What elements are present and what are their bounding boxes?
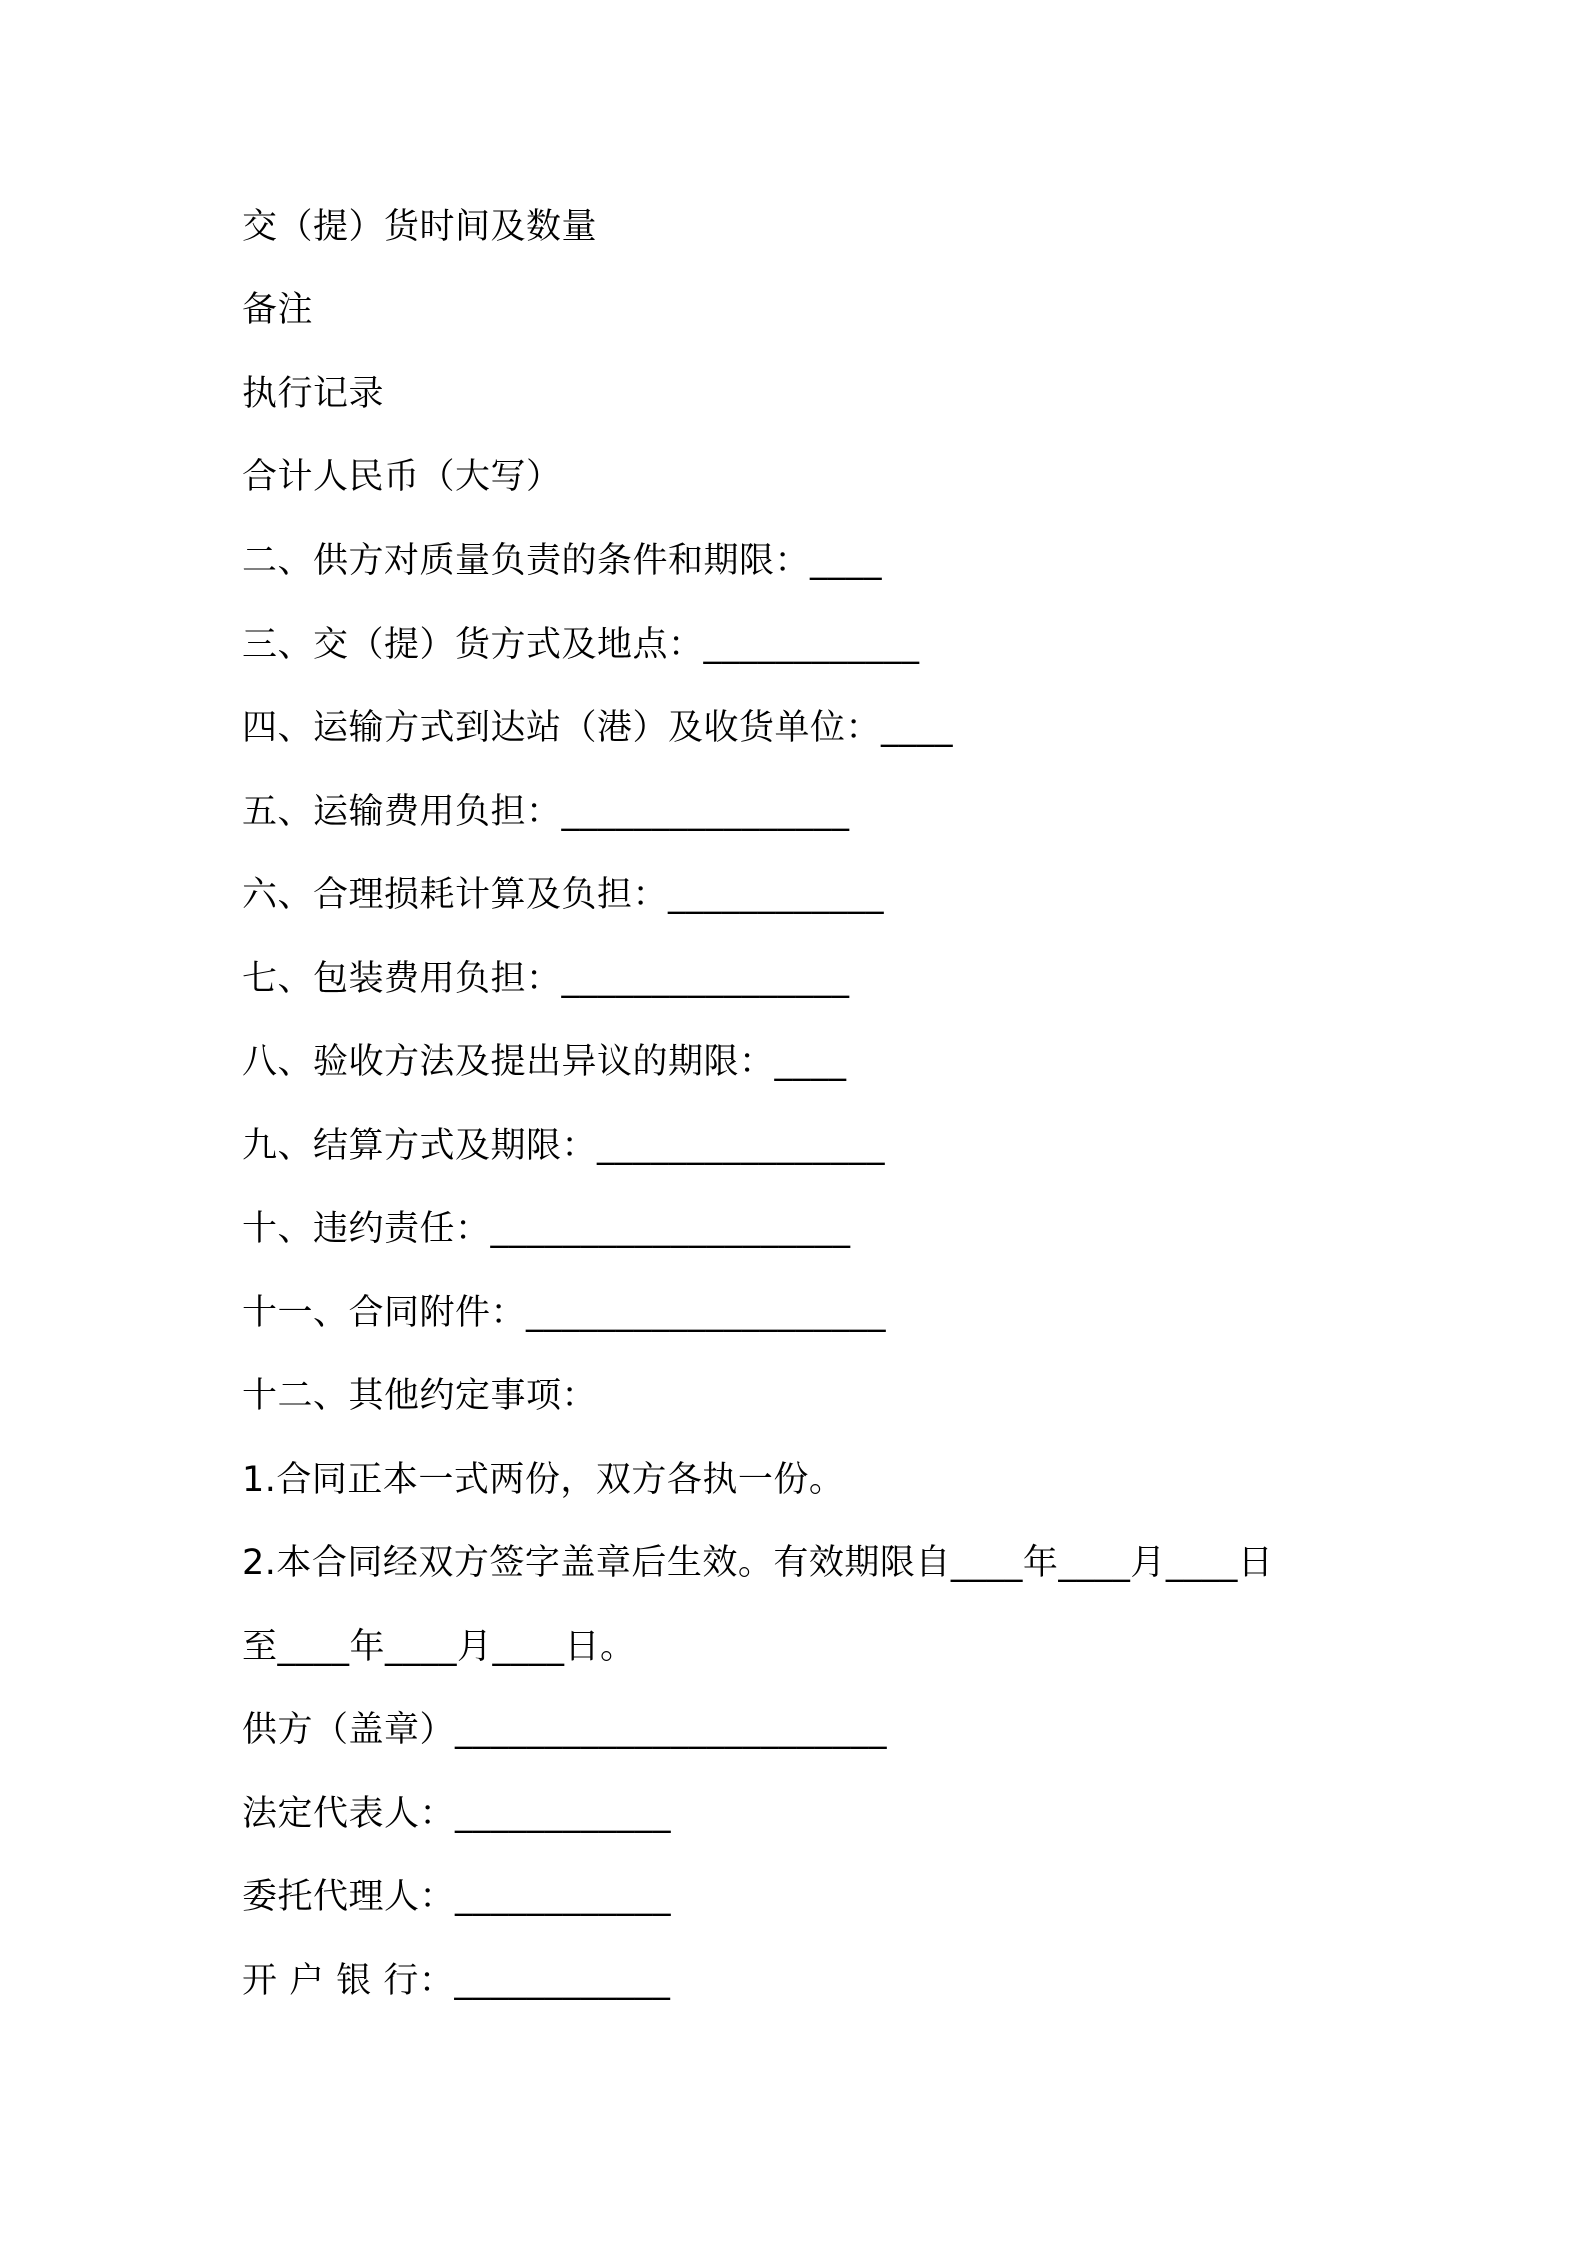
clause-10-liability: 十、违约责任：____________________ [242,1209,851,1249]
clause-3-delivery-method: 三、交（提）货方式及地点：____________ [242,625,920,665]
clause-8-inspection: 八、验收方法及提出异议的期限：____ [242,1042,847,1082]
other-item-2-continued: 至____年____月____日。 [242,1627,636,1667]
remarks-label: 备注 [242,290,314,330]
clause-2-quality: 二、供方对质量负责的条件和期限：____ [242,541,883,581]
clause-11-attachments: 十一、合同附件：____________________ [242,1293,887,1333]
clause-12-other: 十二、其他约定事项： [242,1376,598,1416]
clause-5-transport-cost: 五、运输费用负担：________________ [242,792,850,832]
supplier-seal-field: 供方（盖章）________________________ [242,1710,888,1750]
clause-6-loss: 六、合理损耗计算及负担：____________ [242,875,885,915]
delivery-time-quantity-label: 交（提）货时间及数量 [242,207,598,247]
authorized-agent-field: 委托代理人：____________ [242,1877,672,1917]
clause-7-packaging: 七、包装费用负担：________________ [242,959,850,999]
legal-representative-field: 法定代表人：____________ [242,1794,672,1834]
other-item-2: 2.本合同经双方签字盖章后生效。有效期限自____年____月____日 [242,1543,1274,1583]
bank-field: 开 户 银 行：____________ [242,1961,671,2001]
other-item-1: 1.合同正本一式两份，双方各执一份。 [242,1460,845,1500]
execution-record-label: 执行记录 [242,374,385,414]
clause-4-transport: 四、运输方式到达站（港）及收货单位：____ [242,708,954,748]
total-rmb-label: 合计人民币（大写） [242,457,562,497]
clause-9-settlement: 九、结算方式及期限：________________ [242,1126,886,1166]
